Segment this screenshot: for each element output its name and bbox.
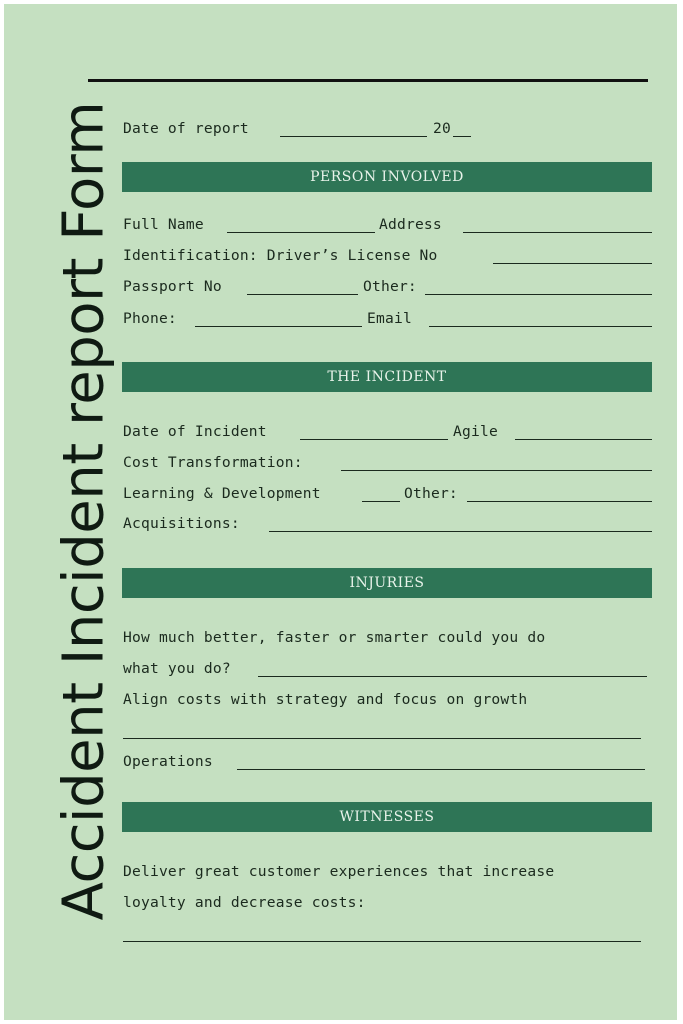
email-label: Email [367,310,412,327]
email-field[interactable] [429,326,652,327]
report-date-label: Date of report [123,120,249,137]
phone-field[interactable] [195,326,362,327]
acquisitions-label: Acquisitions: [123,515,240,532]
witnesses-line1: Deliver great customer experiences that increase [123,863,555,880]
person-other-label: Other: [363,278,417,295]
person-other-field[interactable] [425,294,652,295]
section-the-incident: THE INCIDENT [122,362,652,392]
identification-label: Identification: Driver’s License No [123,247,438,264]
address-field[interactable] [463,232,652,233]
full-name-label: Full Name [123,216,204,233]
section-person-involved: PERSON INVOLVED [122,162,652,192]
incident-date-field[interactable] [300,439,448,440]
report-year-prefix: 20 [433,120,451,137]
incident-other-label: Other: [404,485,458,502]
q1-line2: what you do? [123,660,231,677]
report-date-field[interactable] [280,136,427,137]
q2-text: Align costs with strategy and focus on growth [123,691,528,708]
full-name-field[interactable] [227,232,375,233]
learning-label: Learning & Development [123,485,321,502]
section-witnesses: WITNESSES [122,802,652,832]
witnesses-line2: loyalty and decrease costs: [123,894,366,911]
witnesses-answer-field[interactable] [123,941,641,942]
q1-line1: How much better, faster or smarter could you do [123,629,546,646]
incident-date-label: Date of Incident [123,423,267,440]
agile-label: Agile [453,423,498,440]
report-year-field[interactable] [453,136,471,137]
incident-other-field[interactable] [467,501,652,502]
agile-field[interactable] [515,439,652,440]
operations-label: Operations [123,753,213,770]
learning-field[interactable] [362,501,400,502]
q1-answer-field[interactable] [258,676,647,677]
acquisitions-field[interactable] [269,531,652,532]
address-label: Address [379,216,442,233]
drivers-license-field[interactable] [493,263,652,264]
section-injuries: INJURIES [122,568,652,598]
operations-field[interactable] [237,769,645,770]
passport-field[interactable] [247,294,358,295]
cost-label: Cost Transformation: [123,454,303,471]
cost-field[interactable] [341,470,652,471]
passport-label: Passport No [123,278,222,295]
q2-answer-field[interactable] [123,738,641,739]
phone-label: Phone: [123,310,177,327]
form-title: Accident Incident report Form [51,101,117,921]
title-rule [88,79,648,82]
